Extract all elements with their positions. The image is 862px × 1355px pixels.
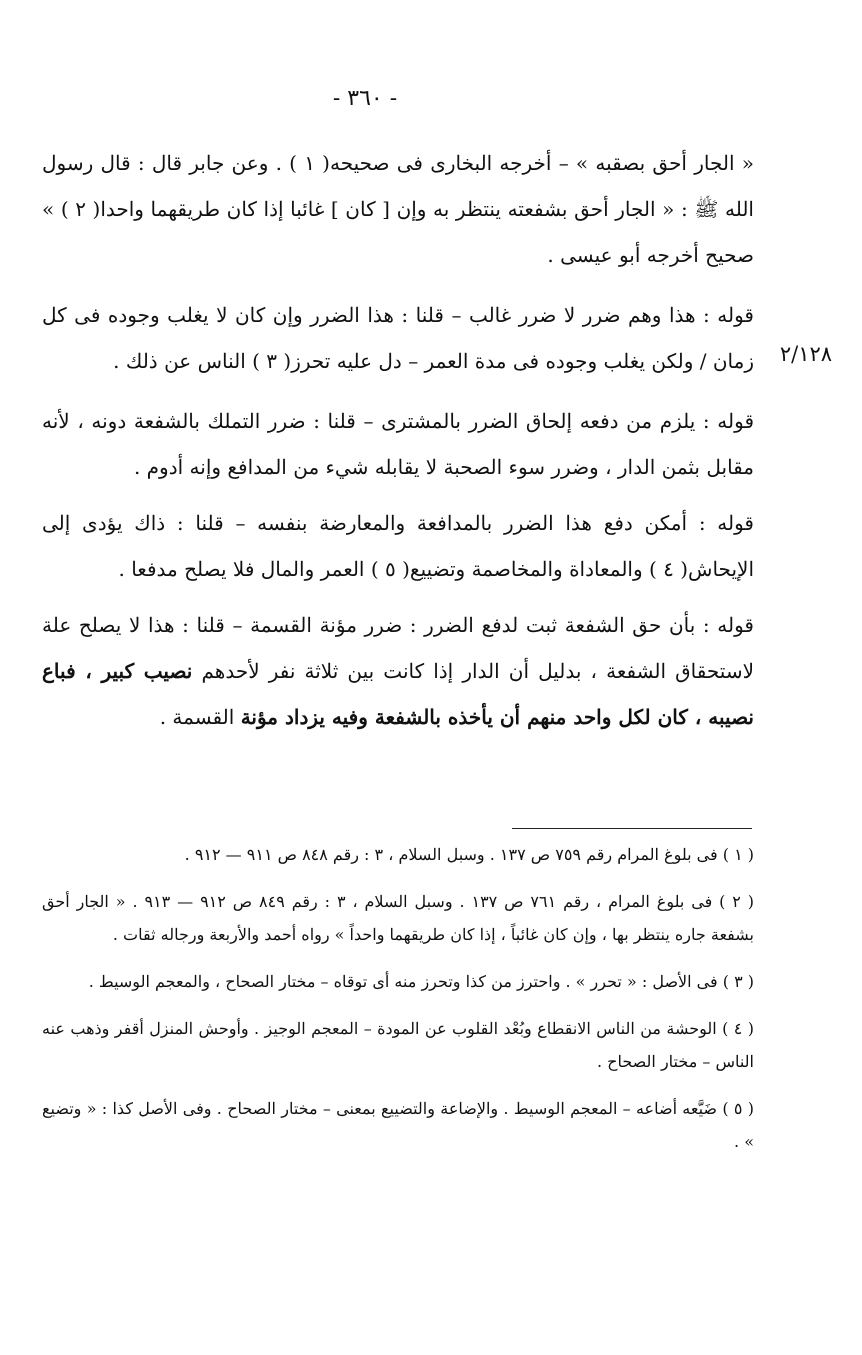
paragraph-2: قوله : هذا وهم ضرر لا ضرر غالب – قلنا : هذا الضرر وإن كان لا يغلب وجوده فى كل زمان / ولكن يغلب وجوده فى مدة العمر – دل عليه تحرز( ٣ ) الناس عن ذلك . — [42, 303, 754, 373]
footnote-5: ( ٥ ) ضَيَّعه أضاعه – المعجم الوسيط . والإضاعة والتضييع بمعنى – مختار الصحاح . وفى الأصل كذا : « وتضيع » . — [42, 1099, 754, 1151]
paragraph-5-text: قوله : بأن حق الشفعة ثبت لدفع الضرر : ضرر مؤنة القسمة – قلنا : هذا لا يصلح علة لاستحقاق الشفعة ، بدليل أن الدار إذا كانت بين ثلاثة نفر لأحدهم — [42, 613, 754, 683]
paragraph-5-bold-text: نصيب كبير ، فباع نصيبه ، كان لكل واحد منهم أن يأخذه بالشفعة وفيه يزداد مؤنة — [42, 659, 754, 729]
page-number: - ٣٦٠ - — [332, 86, 398, 111]
margin-page-reference: ٢/١٢٨ — [779, 342, 833, 366]
footnote-4: ( ٤ ) الوحشة من الناس الانقطاع وبُعْد القلوب عن المودة – المعجم الوجيز . وأوحش المنزل أقفر وذهب عنه الناس – مختار الصحاح . — [42, 1019, 755, 1071]
paragraph-5 — [42, 602, 754, 740]
footnotes — [42, 838, 754, 1158]
paragraph-1: « الجار أحق بصقبه » – أخرجه البخارى فى صحيحه( ١ ) . وعن جابر قال : قال رسول الله ﷺ : « الجار أحق بشفعته ينتظر به وإن [ كان ] غائبا إذا كان طريقهما واحدا( ٢ ) » صحيح أخرجه أبو عيسى . — [42, 151, 754, 267]
footnote-divider — [512, 828, 752, 829]
footnote-1: ( ١ ) فى بلوغ المرام رقم ٧٥٩ ص ١٣٧ . وسبل السلام ، ٣ : رقم ٨٤٨ ص ٩١١ — ٩١٢ . — [184, 845, 754, 864]
paragraph-4: قوله : أمكن دفع هذا الضرر بالمدافعة والمعارضة بنفسه – قلنا : ذاك يؤدى إلى الإيحاش( ٤ ) والمعاداة والمخاصمة وتضييع( ٥ ) العمر والمال فلا يصلح مدفعا . — [42, 511, 754, 581]
footnote-2: ( ٢ ) فى بلوغ المرام ، رقم ٧٦١ ص ١٣٧ . وسبل السلام ، ٣ : رقم ٨٤٩ ص ٩١٢ — ٩١٣ . « الجار أحق بشفعة جاره ينتظر بها ، وإن كان غائباً ، إذا كان طريقهما واحداً » رواه أحمد والأربعة ورجاله ثقات . — [42, 892, 755, 944]
footnote-3: ( ٣ ) فى الأصل : « تحرر » . واحترز من كذا وتحرز منه أى توقاه – مختار الصحاح ، والمعجم الوسيط . — [88, 972, 754, 991]
paragraph-5-tail: القسمة . — [159, 705, 241, 729]
paragraph-3: قوله : يلزم من دفعه إلحاق الضرر بالمشترى – قلنا : ضرر التملك بالشفعة دونه ، لأنه مقابل بثمن الدار ، وضرر سوء الصحبة لا يقابله شيء من المدافع وإنه أدوم . — [42, 409, 754, 479]
main-text — [42, 140, 754, 740]
